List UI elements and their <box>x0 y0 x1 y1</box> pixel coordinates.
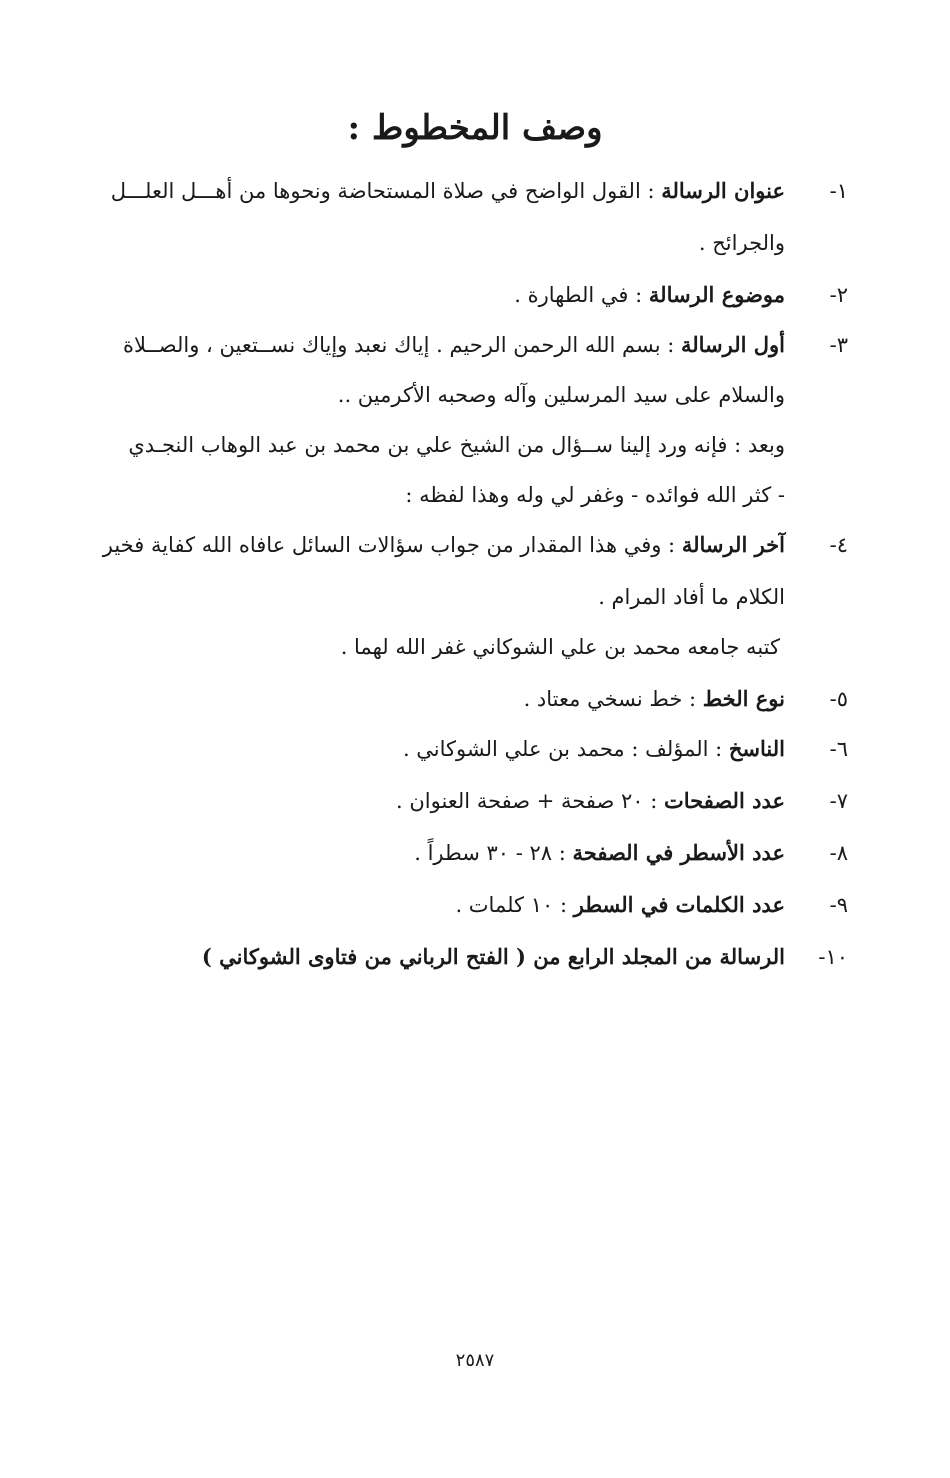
page-title: وصف المخطوط : <box>347 108 603 148</box>
list-item <box>524 684 785 714</box>
item-label: عدد الكلمات في السطر <box>573 892 785 917</box>
item-label: موضوع الرسالة <box>648 282 785 307</box>
item-text: : بسم الله الرحمن الرحيم . إياك نعبد وإياك نســتعين ، والصــلاة <box>122 333 681 357</box>
item-text: : وفي هذا المقدار من جواب سؤالات السائل عافاه الله كفاية فخير <box>102 533 682 557</box>
item-label: الناسخ <box>728 736 785 761</box>
item-text: : ١٠ كلمات . <box>455 893 574 917</box>
item-label: أول الرسالة <box>680 332 785 357</box>
item-number: ١- <box>829 179 848 203</box>
item-label: آخر الرسالة <box>681 532 785 557</box>
item-number: ٣- <box>829 333 848 357</box>
item-label: عدد الأسطر في الصفحة <box>572 840 785 865</box>
page-number: ٢٥٨٧ <box>455 1350 495 1371</box>
item-continuation: والجرائح . <box>698 231 785 255</box>
item-label: الرسالة من المجلد الرابع من ( الفتح الرباني من فتاوى الشوكاني ) <box>201 944 785 969</box>
item-number: ٧- <box>829 789 848 813</box>
item-continuation: الكلام ما أفاد المرام . <box>598 585 785 609</box>
item-number: ٢- <box>829 283 848 307</box>
list-item <box>202 942 785 972</box>
list-item <box>414 838 785 868</box>
list-item <box>103 530 785 560</box>
item-number: ٨- <box>829 841 848 865</box>
item-number: ٥- <box>829 687 848 711</box>
item-continuation: وبعد : فإنه ورد إلينا ســؤال من الشيخ علي بن محمد بن عبد الوهاب النجـدي <box>128 433 785 457</box>
list-item <box>455 890 785 920</box>
item-continuation: كتبه جامعه محمد بن علي الشوكاني غفر الله لهما . <box>340 635 780 659</box>
list-item <box>111 176 785 206</box>
item-text: : خط نسخي معتاد . <box>523 687 703 711</box>
item-number: ٩- <box>829 893 848 917</box>
list-item <box>123 330 785 360</box>
item-label: عنوان الرسالة <box>661 178 785 203</box>
list-item <box>396 786 785 816</box>
item-text: : ٢٠ صفحة + صفحة العنوان . <box>395 789 664 813</box>
item-text: : في الطهارة . <box>514 283 649 307</box>
item-number: ٦- <box>829 737 848 761</box>
item-continuation: والسلام على سيد المرسلين وآله وصحبه الأكرمين .. <box>337 383 785 407</box>
list-item <box>403 734 785 764</box>
item-continuation: - كثر الله فوائده - وغفر لي وله وهذا لفظه : <box>405 483 785 507</box>
item-label: نوع الخط <box>702 686 785 711</box>
item-number: ١٠- <box>818 945 848 969</box>
item-text: : القول الواضح في صلاة المستحاضة ونحوها من أهـــل العلـــل <box>110 179 662 203</box>
item-text: : المؤلف : محمد بن علي الشوكاني . <box>402 737 729 761</box>
item-number: ٤- <box>829 533 848 557</box>
item-label: عدد الصفحات <box>663 788 785 813</box>
list-item <box>514 280 785 310</box>
item-text: : ٢٨ - ٣٠ سطراً . <box>414 841 573 865</box>
